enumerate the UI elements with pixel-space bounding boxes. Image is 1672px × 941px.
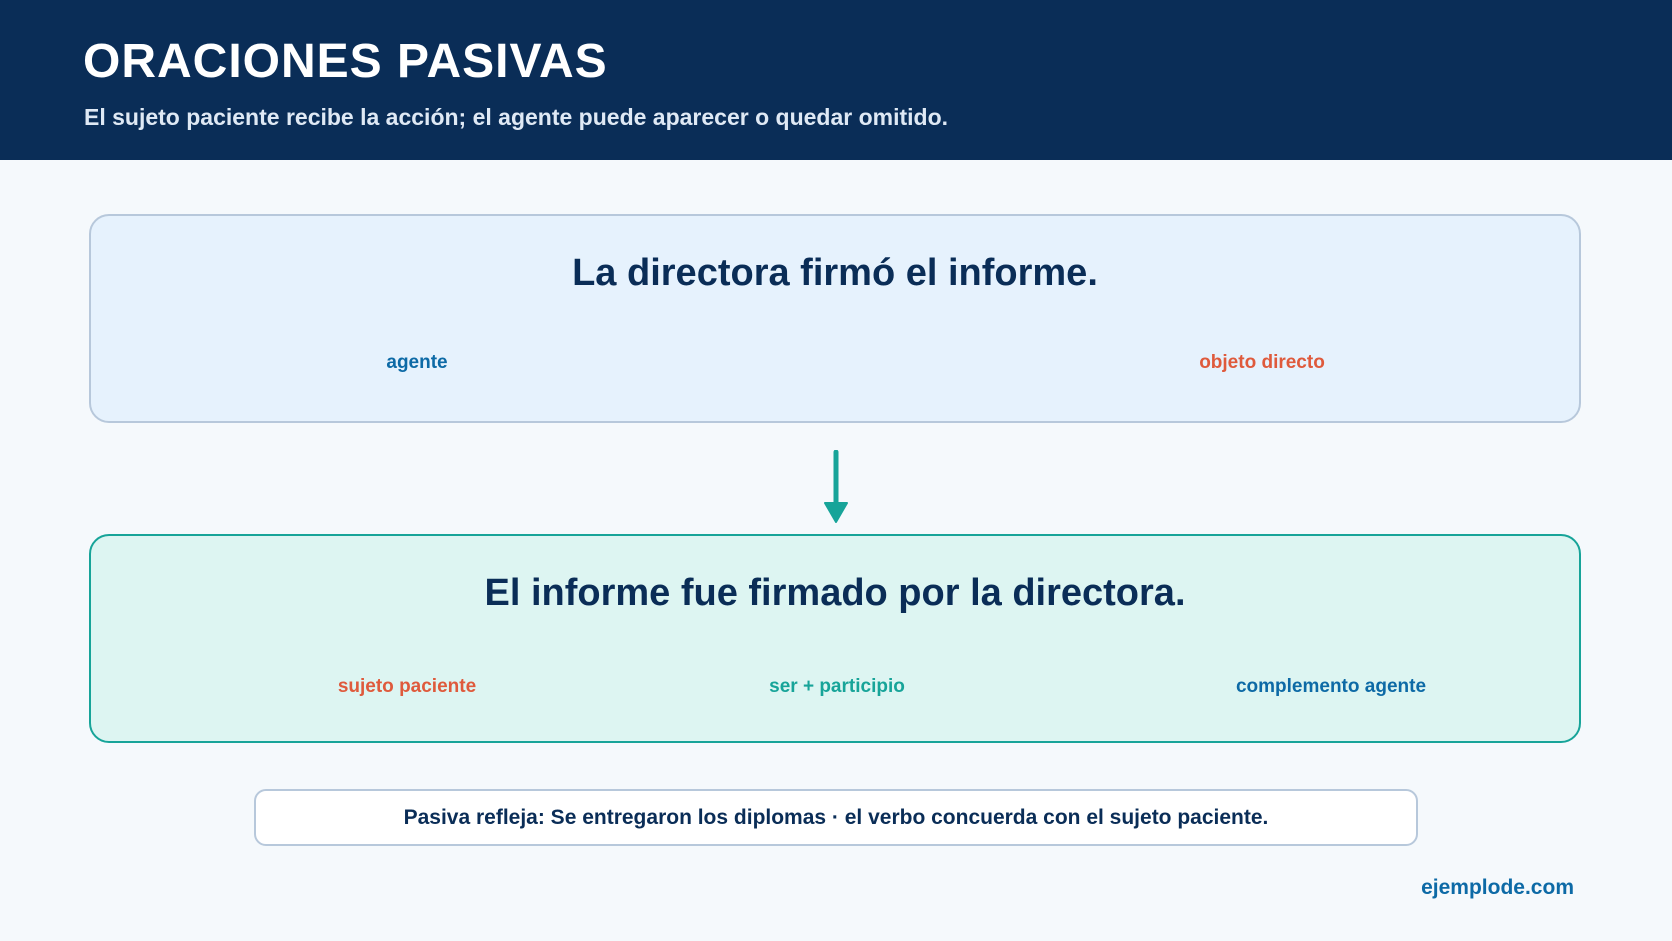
header-banner [0,0,1672,160]
label-objeto-directo: objeto directo [1199,352,1325,373]
label-complemento-agente: complemento agente [1235,676,1427,697]
pasiva-refleja-note [254,789,1418,846]
site-footer: ejemplode.com [1421,876,1574,899]
label-ser-participio: ser + participio [769,676,905,697]
note-text: Pasiva refleja: Se entregaron los diplomas · el verbo concuerda con el sujeto paciente. [403,806,1269,829]
page-title: ORACIONES PASIVAS [83,35,608,88]
passive-sentence: El informe fue firmado por la directora. [484,572,1186,614]
active-sentence: La directora firmó el informe. [572,252,1098,294]
label-agente: agente [386,352,448,373]
down-arrow-icon [822,450,850,526]
page-subtitle: El sujeto paciente recibe la acción; el agente puede aparecer o quedar omitido. [84,104,949,130]
label-sujeto-paciente: sujeto paciente [337,676,477,697]
active-sentence-box [89,214,1581,423]
passive-sentence-box [89,534,1581,743]
